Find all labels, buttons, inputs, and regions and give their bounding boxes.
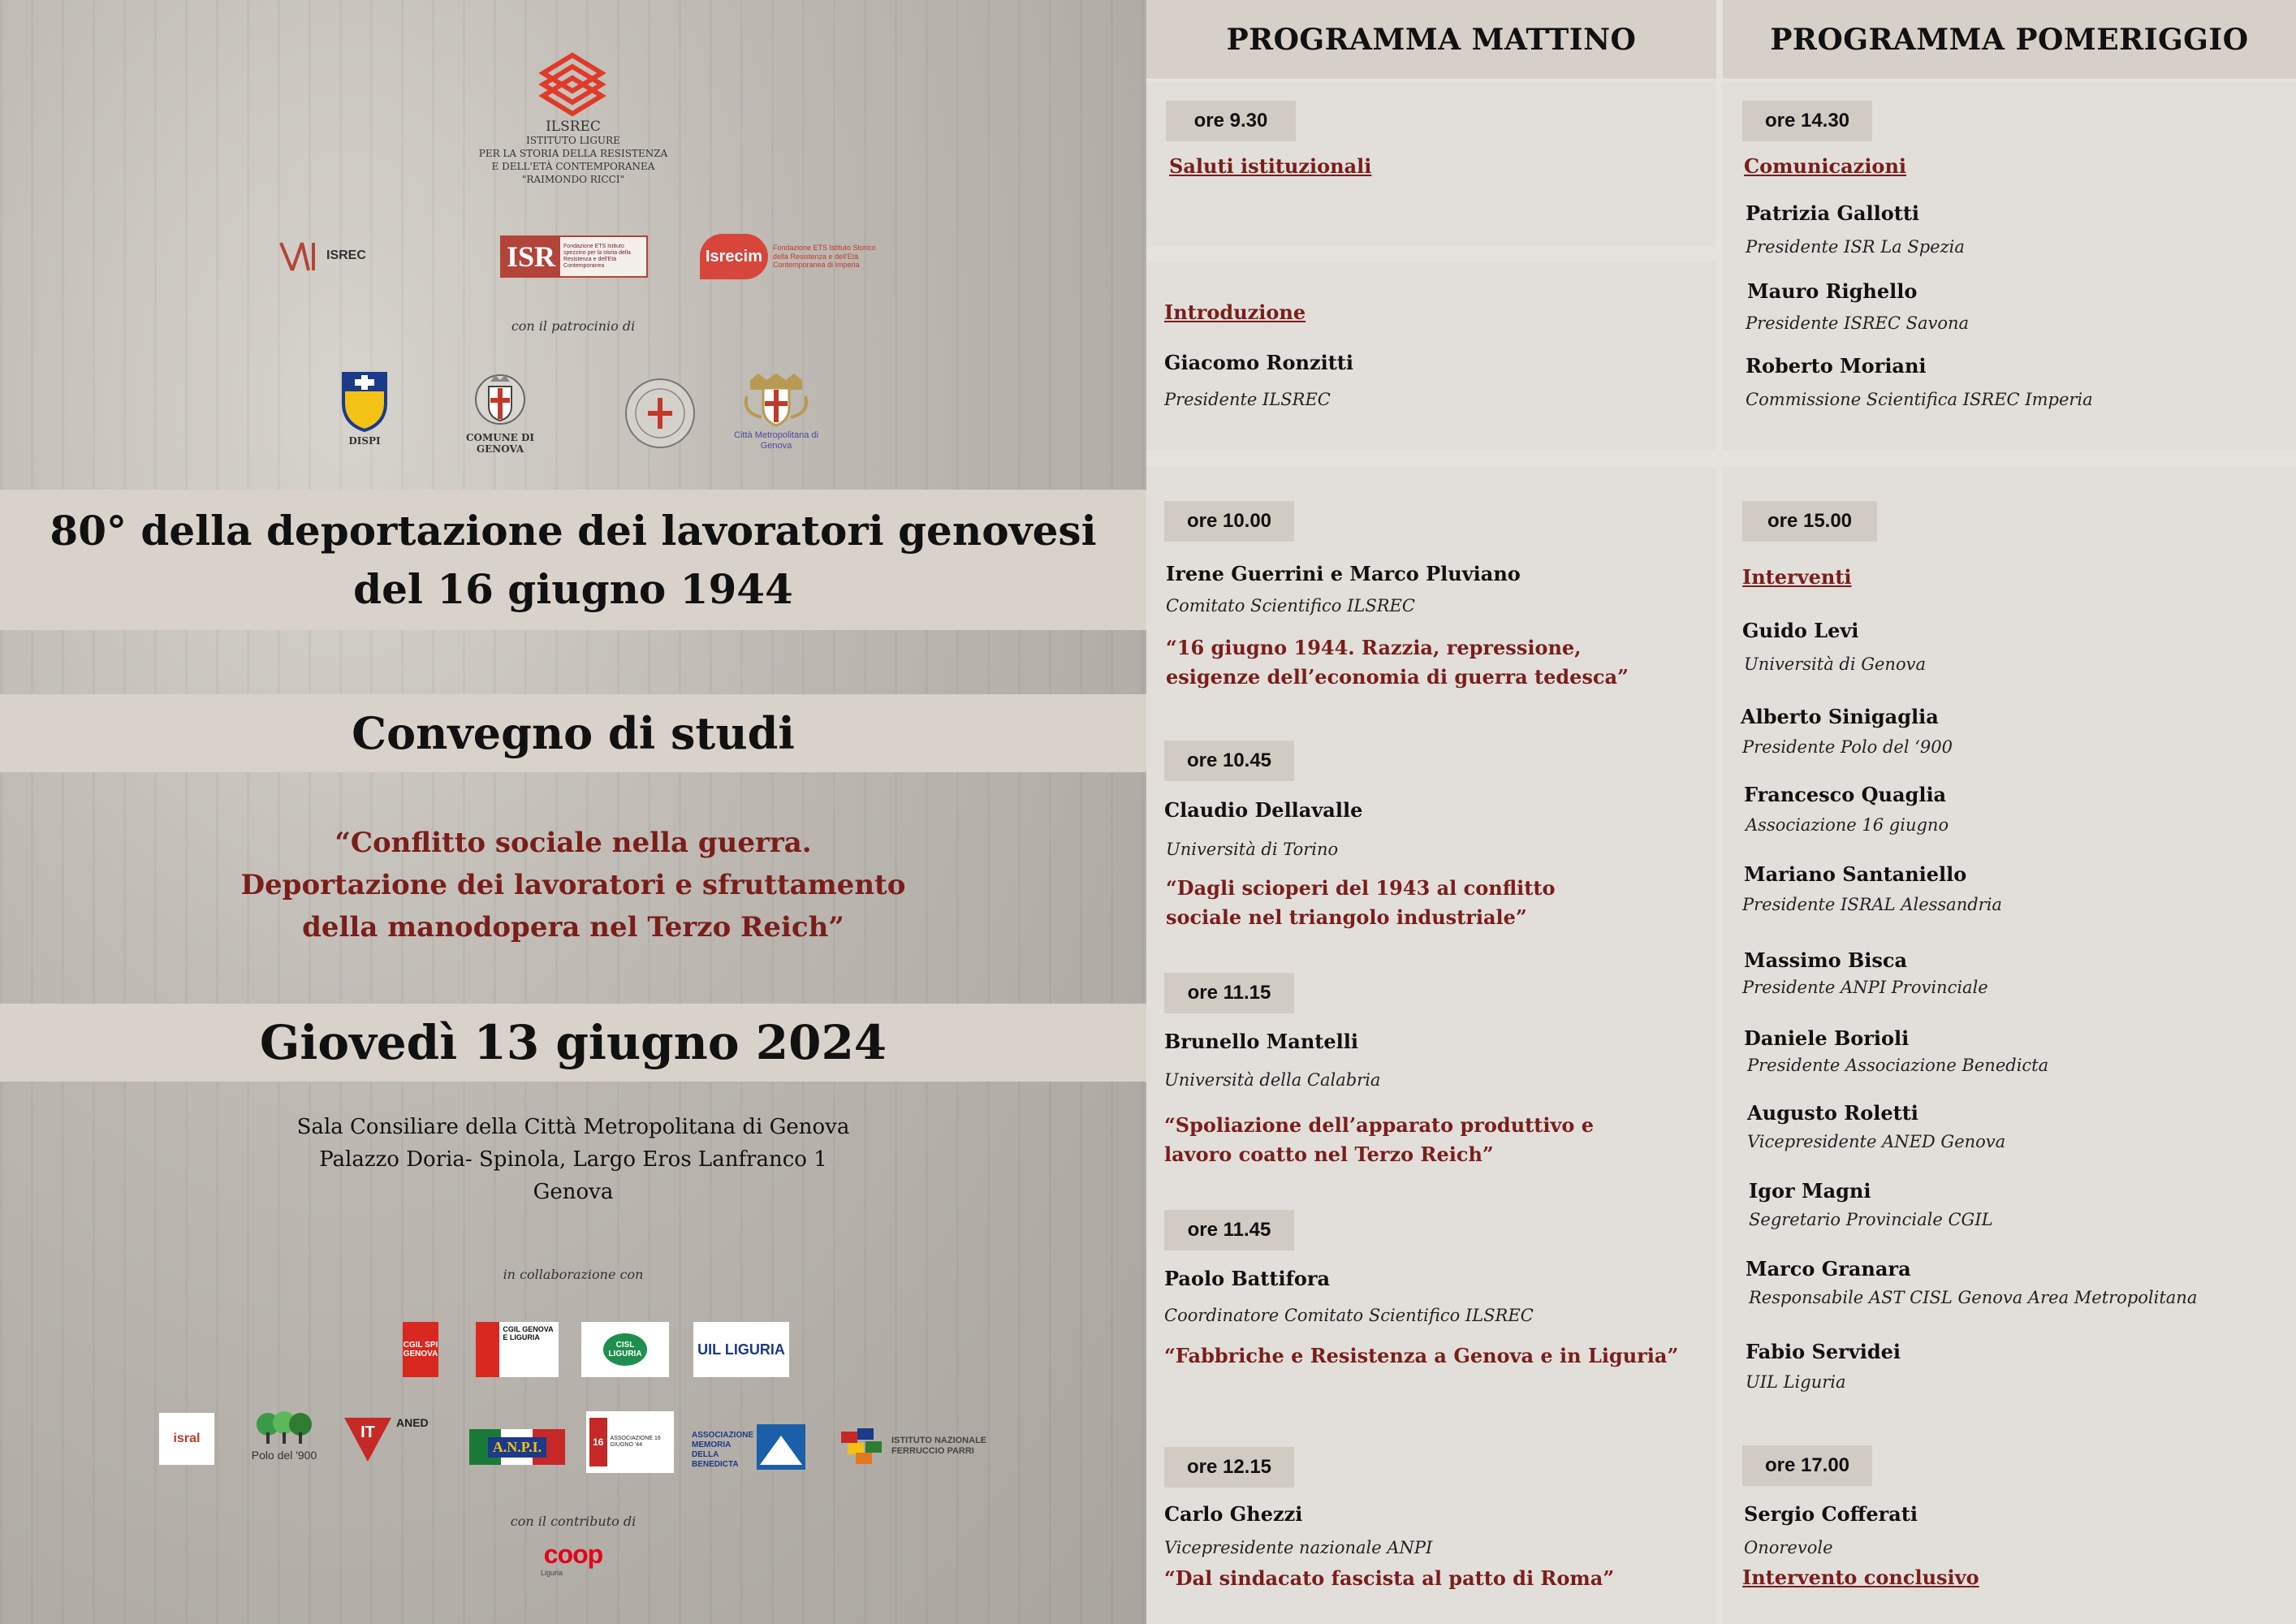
benedicta-mountain-icon bbox=[757, 1424, 805, 1470]
isral-logo bbox=[159, 1413, 214, 1465]
ass16giugno-logo: 16 ASSOCIAZIONE 16 GIUGNO '44 bbox=[586, 1411, 674, 1473]
uil-logo bbox=[693, 1322, 789, 1377]
morning-p6-name: Carlo Ghezzi bbox=[1164, 1502, 1303, 1526]
morning-p4-name: Brunello Mantelli bbox=[1164, 1030, 1358, 1053]
title-band bbox=[0, 490, 1146, 630]
coop-logo bbox=[533, 1540, 614, 1585]
morning-p5-role: Coordinatore Comitato Scientifico ILSREC bbox=[1164, 1306, 1534, 1325]
citta-metropolitana-label: Città Metropolitana di Genova bbox=[734, 430, 818, 451]
speaker-1-role: Università di Genova bbox=[1744, 654, 1926, 674]
speaker-6-role: Presidente Associazione Benedicta bbox=[1747, 1056, 2049, 1075]
ilsrec-line-3: E DELL'ETÀ CONTEMPORANEA bbox=[491, 161, 655, 172]
morning-time-4: ore 11.15 bbox=[1164, 973, 1294, 1013]
afternoon-time-3: ore 17.00 bbox=[1742, 1445, 1872, 1486]
speaker-9-name: Marco Granara bbox=[1746, 1257, 1911, 1281]
cgil-genova-logo bbox=[476, 1322, 559, 1377]
anpi-logo bbox=[469, 1429, 565, 1465]
contrib-label: con il contributo di bbox=[510, 1514, 637, 1529]
afternoon-header: PROGRAMMA POMERIGGIO bbox=[1723, 0, 2296, 79]
ilsrec-line-2: PER LA STORIA DELLA RESISTENZA bbox=[478, 148, 668, 159]
anpi-label: A.N.P.I. bbox=[488, 1437, 546, 1458]
uil-label: UIL LIGURIA bbox=[697, 1341, 785, 1358]
speaker-10-role: UIL Liguria bbox=[1746, 1372, 1846, 1392]
aned-label: ANED bbox=[396, 1416, 429, 1429]
programme-panel bbox=[1146, 0, 2296, 1624]
ilsrec-logo bbox=[536, 50, 609, 119]
speaker-8-name: Igor Magni bbox=[1749, 1179, 1871, 1203]
morning-p2-role: Comitato Scientifico ILSREC bbox=[1166, 596, 1415, 615]
title-line-2: del 16 giugno 1944 bbox=[353, 564, 793, 613]
subtitle-line-2: Deportazione dei lavoratori e sfruttamento bbox=[240, 869, 906, 901]
morning-time-6: ore 12.15 bbox=[1164, 1447, 1294, 1488]
afternoon-c3-name: Roberto Moriani bbox=[1746, 354, 1927, 378]
morning-time-3: ore 10.45 bbox=[1164, 741, 1294, 781]
afternoon-c1-role: Presidente ISR La Spezia bbox=[1746, 237, 1965, 257]
regione-seal-icon bbox=[624, 377, 697, 450]
ilsrec-emblem-icon bbox=[538, 52, 606, 117]
final-speaker-role: Onorevole bbox=[1744, 1538, 1833, 1557]
speaker-7-role: Vicepresidente ANED Genova bbox=[1747, 1132, 2006, 1151]
morning-p2-name: Irene Guerrini e Marco Pluviano bbox=[1166, 562, 1521, 585]
morning-intro-label: Introduzione bbox=[1164, 300, 1306, 324]
poster-left-panel bbox=[0, 0, 1146, 1624]
morning-p5-talk: “Fabbriche e Resistenza a Genova e in Liguria” bbox=[1164, 1344, 1679, 1367]
venue-line-1: Sala Consiliare della Città Metropolitana di Genova bbox=[296, 1115, 850, 1139]
polo900-label: Polo del '900 bbox=[251, 1449, 317, 1462]
event-date: Giovedì 13 giugno 2024 bbox=[259, 1015, 887, 1070]
morning-intro-name: Giacomo Ronzitti bbox=[1164, 351, 1353, 374]
isrec-label: ISREC bbox=[326, 248, 366, 262]
speaker-5-role: Presidente ANPI Provinciale bbox=[1742, 978, 1988, 997]
morning-header: PROGRAMMA MATTINO bbox=[1146, 0, 1716, 79]
coop-sub: Liguria bbox=[541, 1569, 563, 1577]
cgil-spi-label: CGIL SPI GENOVA bbox=[403, 1341, 438, 1358]
date-band bbox=[0, 1004, 1146, 1082]
subtitle-block bbox=[0, 822, 1146, 948]
afternoon-comm-label: Comunicazioni bbox=[1744, 154, 1907, 178]
cisl-label: CISL LIGURIA bbox=[603, 1333, 647, 1366]
isrecim-label: Isrecim bbox=[700, 234, 768, 279]
isrec-mark-icon bbox=[278, 238, 320, 274]
morning-p4-talk: “Spoliazione dell’apparato produttivo e lavoro coatto nel Terzo Reich” bbox=[1164, 1113, 1595, 1166]
isr-sub: Fondazione ETS Istituto spezzino per la storia della Resistenza e dell'Età Contemporanea bbox=[563, 243, 631, 270]
collab-label: in collaborazione con bbox=[503, 1267, 644, 1282]
afternoon-interventi-label: Interventi bbox=[1742, 565, 1852, 589]
final-speech-label: Intervento conclusivo bbox=[1742, 1566, 1979, 1589]
speaker-4-name: Mariano Santaniello bbox=[1744, 862, 1967, 886]
speaker-6-name: Daniele Borioli bbox=[1744, 1026, 1910, 1050]
parri-logo bbox=[839, 1424, 994, 1468]
comune-genova-logo bbox=[443, 370, 557, 456]
isrec-logo bbox=[278, 234, 424, 278]
convegno-band bbox=[0, 694, 1146, 772]
morning-welcome-label: Saluti istituzionali bbox=[1169, 154, 1372, 178]
benedicta-logo bbox=[692, 1423, 810, 1470]
parri-flags-icon bbox=[839, 1427, 888, 1466]
speaker-1-name: Guido Levi bbox=[1742, 619, 1859, 642]
polo900-logo bbox=[242, 1410, 326, 1470]
final-speaker-name: Sergio Cofferati bbox=[1744, 1502, 1918, 1526]
benedicta-label: ASSOCIAZIONE MEMORIA DELLA BENEDICTA bbox=[692, 1431, 754, 1469]
aned-logo bbox=[343, 1416, 448, 1466]
title-line-1: 80° della deportazione dei lavoratori genovesi bbox=[50, 506, 1097, 555]
speaker-2-role: Presidente Polo del ‘900 bbox=[1742, 737, 1953, 757]
venue-line-3: Genova bbox=[533, 1180, 614, 1204]
morning-time-1: ore 9.30 bbox=[1166, 101, 1296, 141]
speaker-7-name: Augusto Roletti bbox=[1747, 1101, 1918, 1125]
cgil-genova-label: CGIL GENOVA E LIGURIA bbox=[503, 1325, 554, 1341]
aned-triangle-icon bbox=[343, 1416, 393, 1463]
isr-logo bbox=[500, 235, 648, 278]
cisl-logo bbox=[581, 1322, 669, 1377]
regione-liguria-logo bbox=[624, 377, 701, 455]
subtitle-line-1: “Conflitto sociale nella guerra. bbox=[334, 827, 812, 859]
genova-crest-icon bbox=[466, 370, 534, 429]
isrecim-logo bbox=[700, 234, 878, 279]
citta-metropolitana-crest-icon bbox=[739, 372, 814, 427]
morning-p3-talk: “Dagli scioperi del 1943 al conflitto sociale nel triangolo industriale” bbox=[1166, 876, 1556, 929]
isrecim-sub: Fondazione ETS Istituto Storico della Resistenza e dell'Età Contemporanea di Imperia bbox=[773, 243, 876, 270]
comune-genova-label: COMUNE DI GENOVA bbox=[465, 432, 535, 456]
speaker-2-name: Alberto Sinigaglia bbox=[1741, 705, 1939, 728]
parri-label: ISTITUTO NAZIONALE FERRUCCIO PARRI bbox=[891, 1436, 987, 1456]
dispi-logo bbox=[336, 370, 393, 451]
morning-time-2: ore 10.00 bbox=[1164, 501, 1294, 542]
morning-p3-role: Università di Torino bbox=[1166, 840, 1339, 859]
citta-metropolitana-logo bbox=[727, 372, 825, 461]
ilsrec-name: ILSREC bbox=[546, 119, 601, 135]
ilsrec-line-4: "RAIMONDO RICCI" bbox=[521, 174, 625, 185]
afternoon-time-2: ore 15.00 bbox=[1742, 501, 1877, 542]
morning-p3-name: Claudio Dellavalle bbox=[1164, 798, 1363, 822]
isral-label: isral bbox=[173, 1432, 201, 1445]
morning-p4-role: Università della Calabria bbox=[1164, 1070, 1381, 1090]
morning-p6-role: Vicepresidente nazionale ANPI bbox=[1164, 1538, 1433, 1557]
coop-label: coop bbox=[543, 1540, 603, 1569]
dispi-label: DISPI bbox=[348, 435, 381, 447]
speaker-4-role: Presidente ISRAL Alessandria bbox=[1742, 895, 2002, 914]
venue-block bbox=[0, 1111, 1146, 1208]
morning-p5-name: Paolo Battifora bbox=[1164, 1267, 1331, 1290]
convegno-title: Convegno di studi bbox=[352, 707, 795, 759]
patronage-label: con il patrocinio di bbox=[511, 318, 636, 334]
ilsrec-line-1: ISTITUTO LIGURE bbox=[526, 135, 620, 146]
isr-label: ISR bbox=[502, 237, 560, 276]
speaker-5-name: Massimo Bisca bbox=[1744, 948, 1908, 972]
venue-line-2: Palazzo Doria- Spinola, Largo Eros Lanfranco 1 bbox=[319, 1147, 827, 1172]
dispi-shield-icon bbox=[340, 370, 389, 432]
afternoon-c3-role: Commissione Scientifica ISREC Imperia bbox=[1746, 390, 2093, 409]
morning-intro-role: Presidente ILSREC bbox=[1164, 390, 1331, 409]
ass16giugno-label: ASSOCIAZIONE 16 GIUGNO '44 bbox=[610, 1435, 661, 1448]
afternoon-c1-name: Patrizia Gallotti bbox=[1746, 201, 1920, 225]
speaker-9-role: Responsabile AST CISL Genova Area Metropolitana bbox=[1749, 1288, 2198, 1307]
speaker-3-name: Francesco Quaglia bbox=[1744, 783, 1947, 806]
cgil-spi-logo bbox=[403, 1322, 438, 1377]
speaker-3-role: Associazione 16 giugno bbox=[1746, 815, 1949, 835]
subtitle-line-3: della manodopera nel Terzo Reich” bbox=[302, 911, 844, 944]
svg-text:IT: IT bbox=[360, 1423, 375, 1441]
speaker-10-name: Fabio Servidei bbox=[1746, 1340, 1901, 1363]
polo900-trees-icon bbox=[253, 1410, 315, 1445]
morning-time-5: ore 11.45 bbox=[1164, 1210, 1294, 1250]
speaker-8-role: Segretario Provinciale CGIL bbox=[1749, 1210, 1993, 1229]
morning-p6-talk: “Dal sindacato fascista al patto di Roma” bbox=[1164, 1566, 1615, 1590]
morning-p2-talk: “16 giugno 1944. Razzia, repressione, esigenze dell’economia di guerra tedesca” bbox=[1166, 636, 1629, 689]
afternoon-c2-name: Mauro Righello bbox=[1747, 279, 1918, 303]
afternoon-time-1: ore 14.30 bbox=[1742, 101, 1872, 141]
afternoon-c2-role: Presidente ISREC Savona bbox=[1746, 313, 1970, 333]
